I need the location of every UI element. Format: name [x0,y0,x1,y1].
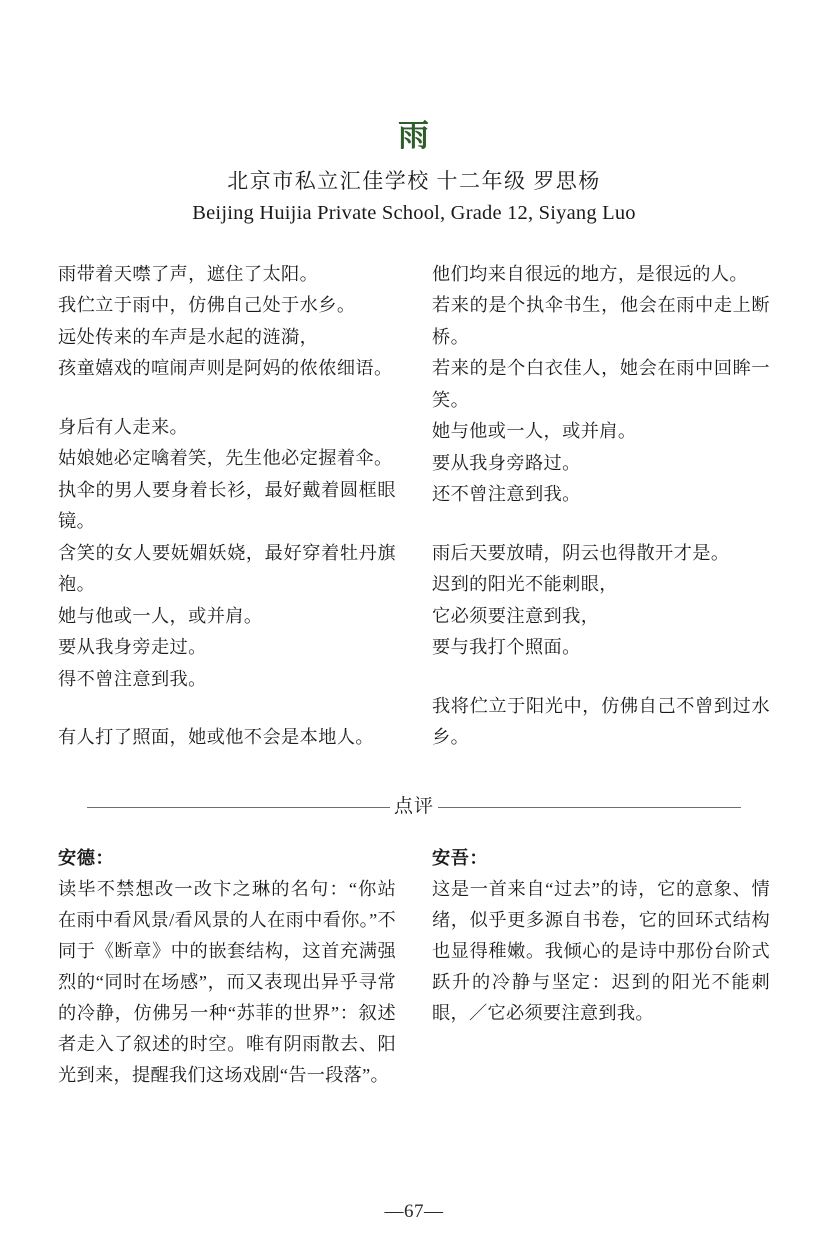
verse-line: 有人打了照面，她或他不会是本地人。 [58,727,374,748]
verse-line: 执伞的男人要身着长衫，最好戴着圆框眼镜。 [58,479,396,532]
stanza [58,259,396,385]
stanza [432,259,770,511]
commentary-column-right [432,843,770,1029]
verse-line: 我将伫立于阳光中，仿佛自己不曾到过水乡。 [432,695,770,748]
page-title: 雨 [398,118,430,153]
verse-line: 她与他或一人，或并肩。 [432,421,637,442]
verse-line: 含笑的女人要妩媚妖娆，最好穿着牡丹旗袍。 [58,542,396,595]
byline-english: Beijing Huijia Private School, Grade 12, Siyang Luo [192,201,636,224]
verse-line: 迟到的阳光不能刺眼， [432,574,618,595]
verse-line: 他们均来自很远的地方，是很远的人。 [432,263,748,284]
critic-name: 安德： [58,847,115,868]
stanza [58,722,396,754]
poem-body [58,259,770,754]
verse-line: 还不曾注意到我。 [432,484,581,505]
stanza [58,412,396,696]
verse-line: 它必须要注意到我， [432,605,600,626]
verse-line: 孩童嬉戏的喧闹声则是阿妈的侬侬细语。 [58,358,393,379]
verse-line: 雨后天要放晴，阴云也得散开才是。 [432,542,730,563]
divider-rule-left [87,807,390,808]
page-number: —67— [384,1201,444,1222]
poem-column-right [432,259,770,754]
verse-line: 要从我身旁路过。 [432,452,581,473]
commentary-section [58,843,770,1091]
stanza [432,691,770,754]
review-divider-label: 点评 [394,795,435,817]
verse-line: 要与我打个照面。 [432,637,581,658]
verse-line: 身后有人走来。 [58,416,189,437]
critic-text: 读毕不禁想改一改卞之琳的名句：“你站在雨中看风景/看风景的人在雨中看你。”不同于《断章》中的嵌套结构，这首充满强烈的“同时在场感”，而又表现出异乎寻常的冷静，仿佛另一种“苏菲的世界”：叙述者走入了叙述的时空。唯有阴雨散去、阳光到来，提醒我们这场戏剧“告一段落”。 [58,878,396,1085]
masthead [58,0,770,227]
verse-line: 姑娘她必定噙着笑，先生他必定握着伞。 [58,448,393,469]
verse-line: 雨带着天噤了声，遮住了太阳。 [58,263,319,284]
verse-line: 她与他或一人，或并肩。 [58,605,263,626]
review-divider [87,795,741,817]
stanza [432,538,770,664]
commentary-column-left [58,843,396,1091]
critic-text: 这是一首来自“过去”的诗，它的意象、情绪，似乎更多源自书卷，它的回环式结构也显得稚嫩。我倾心的是诗中那份台阶式跃升的冷静与坚定：迟到的阳光不能刺眼，／它必须要注意到我。 [432,878,770,1023]
verse-line: 若来的是个执伞书生，他会在雨中走上断桥。 [432,295,770,347]
verse-line: 要从我身旁走过。 [58,637,207,658]
verse-line: 若来的是个白衣佳人，她会在雨中回眸一笑。 [432,358,770,410]
verse-line: 得不曾注意到我。 [58,668,207,689]
byline-chinese: 北京市私立汇佳学校 十二年级 罗思杨 [227,168,601,193]
critic-name: 安吾： [432,847,489,868]
divider-rule-right [438,807,741,808]
poem-column-left [58,259,396,754]
verse-line: 远处传来的车声是水起的涟漪， [58,326,319,347]
verse-line: 我伫立于雨中，仿佛自己处于水乡。 [58,295,356,316]
